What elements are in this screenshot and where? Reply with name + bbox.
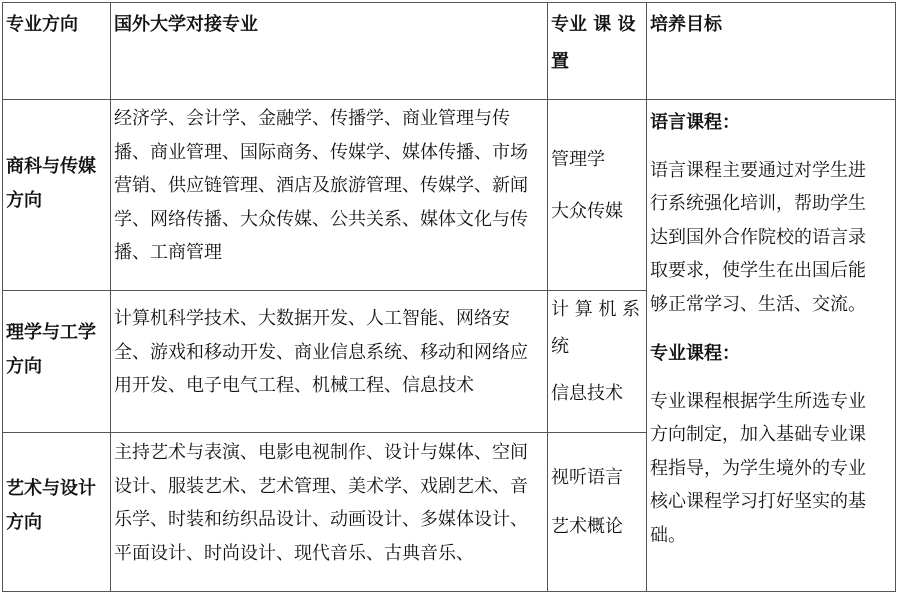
major-desc-line: 础。 xyxy=(650,524,686,546)
row2-course-2: 信息技术 xyxy=(551,383,623,404)
row2-course-1-line2: 统 xyxy=(551,335,569,357)
row3-direction-line2: 方向 xyxy=(6,511,42,533)
row1-direction xyxy=(6,150,96,217)
col-divider-1 xyxy=(110,2,111,592)
row3-direction-line1: 艺术与设计 xyxy=(6,478,96,499)
language-desc-line: 达到国外合作院校的语言录 xyxy=(650,226,866,248)
row3-direction xyxy=(6,472,96,539)
row1-direction-line1: 商科与传媒 xyxy=(6,156,96,177)
row2-direction xyxy=(6,316,96,383)
major-course-desc xyxy=(650,385,894,553)
row1-majors-line: 学、网络传播、大众传媒、公共关系、媒体文化与传 xyxy=(114,208,528,230)
row1-majors-line: 播、商业管理、国际商务、传媒学、媒体传播、市场 xyxy=(114,141,528,163)
row3-course-2: 艺术概论 xyxy=(551,516,623,537)
header-courses-line1: 专业 课 设 xyxy=(551,14,636,35)
major-desc-line: 专业课程根据学生所选专业 xyxy=(650,390,866,412)
row2-majors-line: 计算机科学技术、大数据开发、人工智能、网络安 xyxy=(114,308,510,329)
language-desc-line: 够正常学习、生活、交流。 xyxy=(650,293,866,315)
table-border-bottom xyxy=(2,591,896,592)
header-divider xyxy=(2,99,896,100)
row3-course-1: 视听语言 xyxy=(551,467,623,488)
row2-direction-line1: 理学与工学 xyxy=(6,322,96,343)
table-border-top xyxy=(2,2,896,3)
row1-majors-line: 营销、供应链管理、酒店及旅游管理、传媒学、新闻 xyxy=(114,175,528,196)
row1-majors-line: 播、工商管理 xyxy=(114,242,222,263)
language-desc-line: 行系统强化培训，帮助学生 xyxy=(650,193,866,214)
table-border-left xyxy=(2,2,3,592)
language-desc-line: 语言课程主要通过对学生进 xyxy=(650,159,866,181)
col-divider-2 xyxy=(547,2,548,592)
row2-majors-line: 全、游戏和移动开发、商业信息系统、移动和网络应 xyxy=(114,341,528,363)
row2-majors-line: 用开发、电子电气工程、机械工程、信息技术 xyxy=(114,375,474,396)
row1-course-2: 大众传媒 xyxy=(551,201,623,222)
col-divider-3 xyxy=(646,2,647,592)
language-desc-line: 取要求，使学生在出国后能 xyxy=(650,260,866,281)
row-divider-2 xyxy=(2,432,646,433)
row2-course-1 xyxy=(551,293,645,363)
row2-majors xyxy=(114,302,528,403)
row1-majors-line: 经济学、会计学、金融学、传播学、商业管理与传 xyxy=(114,108,510,129)
row3-majors-line: 主持艺术与表演、电影电视制作、设计与媒体、空间 xyxy=(114,442,528,463)
major-desc-line: 程指导，为学生境外的专业 xyxy=(650,457,866,479)
row1-direction-line2: 方向 xyxy=(6,189,42,211)
row1-course-1: 管理学 xyxy=(551,149,605,170)
header-courses-line2: 置 xyxy=(551,50,569,72)
language-course-desc xyxy=(650,154,894,322)
row3-majors xyxy=(114,436,528,570)
header-goals: 培养目标 xyxy=(650,14,722,35)
major-desc-line: 方向制定，加入基础专业课 xyxy=(650,424,866,445)
goals-cell xyxy=(650,106,894,552)
header-majors: 国外大学对接专业 xyxy=(114,14,258,35)
major-desc-line: 核心课程学习打好坚实的基 xyxy=(650,491,866,512)
row2-course-1-line1: 计 算 机 系 xyxy=(551,299,641,320)
row3-majors-line: 平面设计、时尚设计、现代音乐、古典音乐、 xyxy=(114,542,474,564)
row2-direction-line2: 方向 xyxy=(6,355,42,377)
row3-majors-line: 设计、服装艺术、艺术管理、美术学、戏剧艺术、音 xyxy=(114,475,528,497)
row1-majors xyxy=(114,102,528,270)
major-course-title: 专业课程： xyxy=(650,343,740,364)
row3-majors-line: 乐学、时装和纺织品设计、动画设计、多媒体设计、 xyxy=(114,509,528,530)
header-courses xyxy=(551,8,645,78)
row-divider-1 xyxy=(2,290,646,291)
language-course-title: 语言课程： xyxy=(650,112,740,133)
header-direction: 专业方向 xyxy=(6,14,78,35)
table-border-right xyxy=(895,2,896,592)
